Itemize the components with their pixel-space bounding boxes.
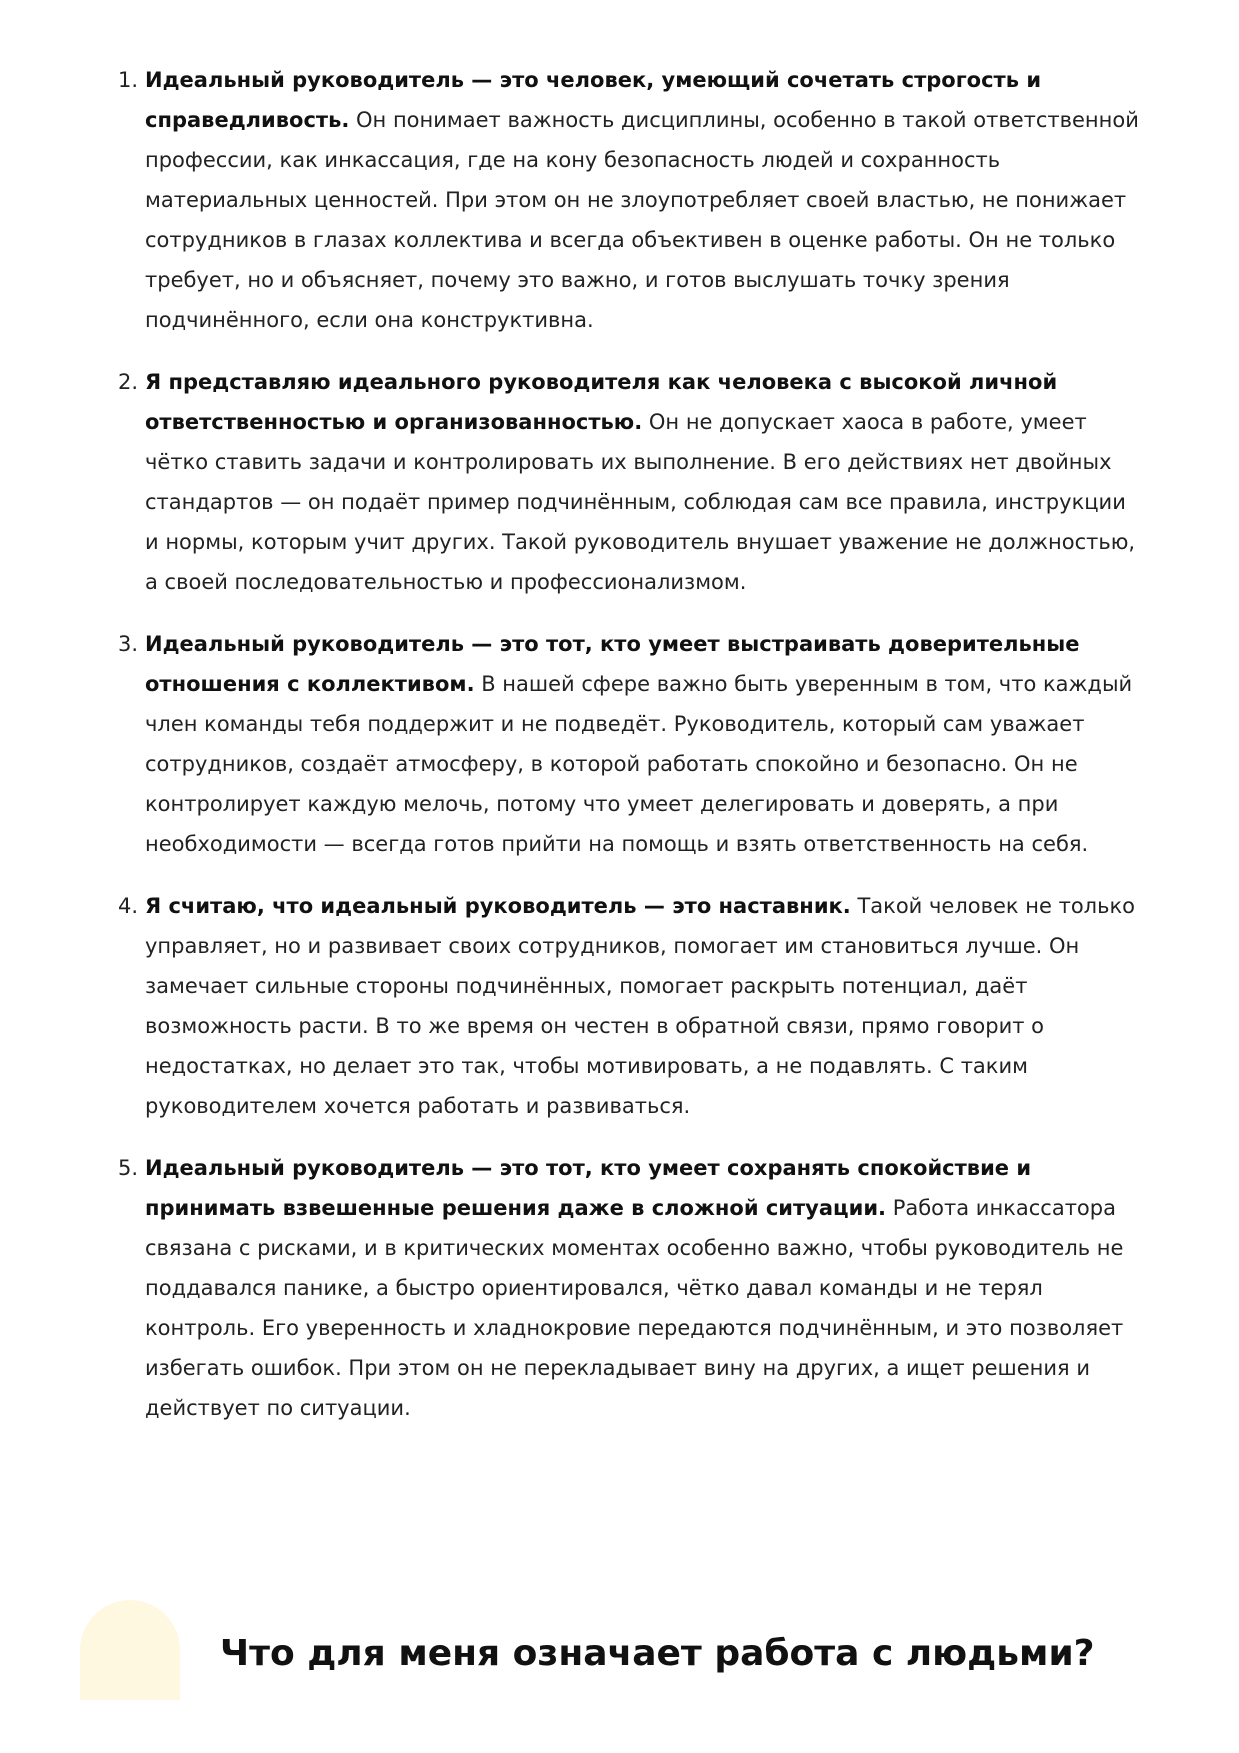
list-item-bold-lead: Идеальный руководитель — это человек, умеющий сочетать строгость и справедливость. [145,68,1042,132]
decorative-circle-icon [80,1600,180,1700]
list-item-text [145,886,1145,1126]
list-item [0,886,1145,1126]
list-item-number: 4. [118,894,139,918]
list-item-body: Работа инкассатора связана с рисками, и в критических моментах особенно важно, чтобы руководитель не поддавался панике, а быстро ориентировался, чётко давал команды и не терял контроль. Его уверенность и хладнокровие передаются подчинённым, и это позволяет избегать ошибок. При этом он не перекладывает вину на других, а ищет решения и действует по ситуации. [145,1196,1124,1420]
list-item-bold-lead: Я считаю, что идеальный руководитель — это наставник. [145,894,851,918]
list-item-text [145,1148,1145,1428]
list-item-text [145,60,1145,340]
section-header [0,1600,1239,1753]
list-item-number: 1. [118,68,139,92]
list-item-body: Он понимает важность дисциплины, особенно в такой ответственной профессии, как инкассация, где на кону безопасность людей и сохранность материальных ценностей. При этом он не злоупотребляет своей властью, не понижает сотрудников в глазах коллектива и всегда объективен в оценке работы. Он не только требует, но и объясняет, почему это важно, и готов выслушать точку зрения подчинённого, если она конструктивна. [145,108,1139,332]
list-item-number: 5. [118,1156,139,1180]
list-item-bold-lead: Идеальный руководитель — это тот, кто умеет сохранять спокойствие и принимать взвешенные решения даже в сложной ситуации. [145,1156,1032,1220]
list-item-body: Он не допускает хаоса в работе, умеет чётко ставить задачи и контролировать их выполнение. В его действиях нет двойных стандартов — он подаёт пример подчинённым, соблюдая сам все правила, инструкции и нормы, которым учит других. Такой руководитель внушает уважение не должностью, а своей последовательностью и профессионализмом. [145,410,1136,594]
list-item-bold-lead: Я представляю идеального руководителя как человека с высокой личной ответственностью и организованностью. [145,370,1058,434]
numbered-list [0,60,1239,1450]
list-item [0,60,1145,340]
list-item-body: Такой человек не только управляет, но и развивает своих сотрудников, помогает им становиться лучше. Он замечает сильные стороны подчинённых, помогает раскрыть потенциал, даёт возможность расти. В то же время он честен в обратной связи, прямо говорит о недостатках, но делает это так, чтобы мотивировать, а не подавлять. С таким руководителем хочется работать и развиваться. [145,894,1135,1118]
list-item-body: В нашей сфере важно быть уверенным в том, что каждый член команды тебя поддержит и не подведёт. Руководитель, который сам уважает сотрудников, создаёт атмосферу, в которой работать спокойно и безопасно. Он не контролирует каждую мелочь, потому что умеет делегировать и доверять, а при необходимости — всегда готов прийти на помощь и взять ответственность на себя. [145,672,1133,856]
list-item-text [145,362,1145,602]
list-item-number: 3. [118,632,139,656]
list-item [0,624,1145,864]
list-item-number: 2. [118,370,139,394]
list-item-bold-lead: Идеальный руководитель — это тот, кто умеет выстраивать доверительные отношения с коллективом. [145,632,1080,696]
section-title: Что для меня означает работа с людьми? [220,1633,1095,1674]
list-item [0,362,1145,602]
list-item [0,1148,1145,1428]
list-item-text [145,624,1145,864]
